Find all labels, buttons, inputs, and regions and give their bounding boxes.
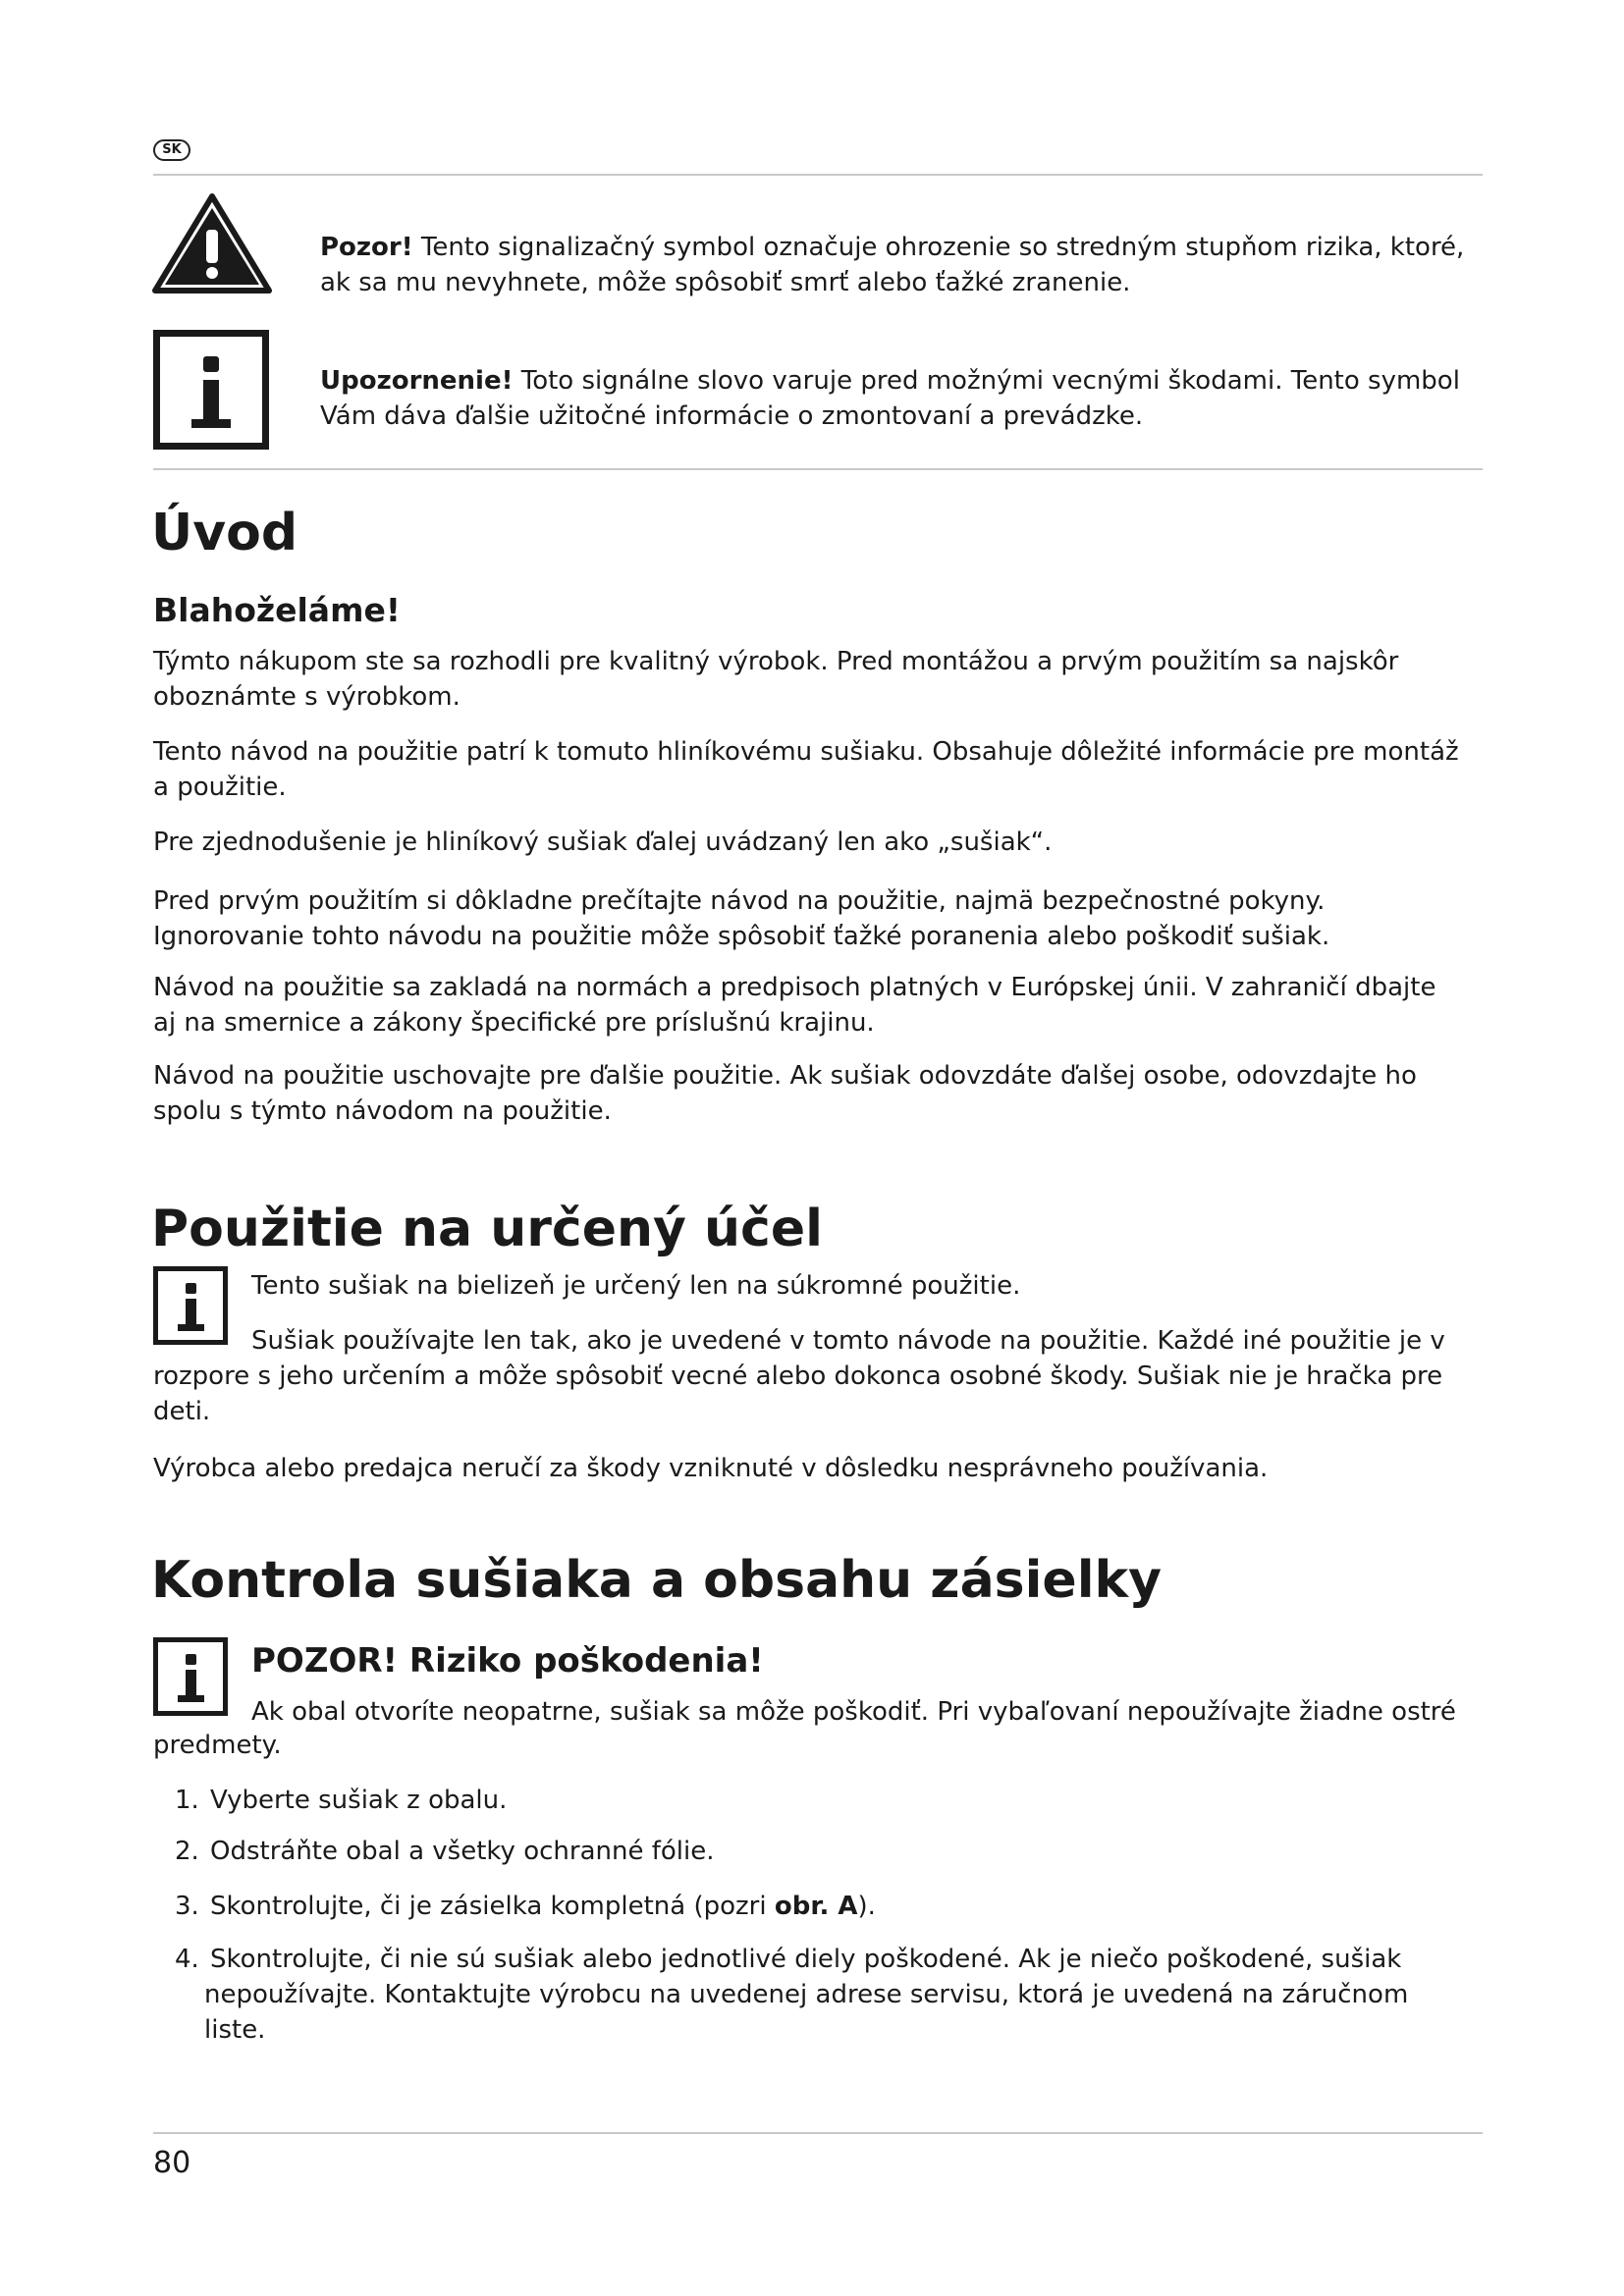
step-text: Odstráňte obal a všetky ochranné fólie.: [210, 1837, 715, 1866]
info-text-line2: Vám dáva ďalšie užitočné informácie o zmontovaní a prevádzke.: [320, 401, 1144, 431]
intro-subtitle: Blahoželáme!: [153, 591, 401, 629]
step-text: ).: [857, 1892, 876, 1921]
intro-paragraph-4: [153, 883, 1469, 954]
text-line: Pre zjednodušenie je hliníkový sušiak ďalej uvádzaný len ako „sušiak“.: [153, 828, 1053, 857]
info-label: Upozornenie!: [320, 366, 514, 396]
intro-paragraph-1: [153, 644, 1469, 715]
caution-text-line1: Ak obal otvoríte neopatrne, sušiak sa môže poškodiť. Pri vybaľovaní nepoužívajte žiadne ostré: [251, 1697, 1456, 1727]
step-number: 1.: [175, 1786, 199, 1815]
usage-lead: Tento sušiak na bielizeň je určený len na súkromné použitie.: [251, 1271, 1021, 1301]
intro-paragraph-6: [153, 1058, 1469, 1129]
intro-paragraph-2: [153, 734, 1469, 805]
top-divider: [153, 174, 1483, 176]
text-line: Návod na použitie uschovajte pre ďalšie použitie. Ak sušiak odovzdáte ďalšej osobe, odovzdajte ho: [153, 1061, 1417, 1091]
usage-title: Použitie na určený účel: [151, 1200, 823, 1258]
step-number: 3.: [175, 1892, 199, 1921]
info-icon: [153, 1637, 228, 1716]
text-line: Ignorovanie tohto návodu na použitie môže spôsobiť ťažké poranenia alebo poškodiť sušiak.: [153, 922, 1330, 951]
caution-text-line2: predmety.: [153, 1731, 282, 1760]
text-line: spolu s týmto návodom na použitie.: [153, 1096, 612, 1126]
list-item: [175, 1889, 1451, 1924]
list-item: [175, 1783, 1451, 1818]
info-icon: [153, 330, 269, 450]
step-text: Vyberte sušiak z obalu.: [210, 1786, 508, 1815]
step-number: 4.: [175, 1945, 199, 1974]
intro-paragraph-3: [153, 825, 1469, 860]
text-line: Týmto nákupom ste sa rozhodli pre kvalitný výrobok. Pred montážou a prvým použitím sa najskôr: [153, 647, 1399, 676]
usage-body-line1: Sušiak používajte len tak, ako je uvedené v tomto návode na použitie. Každé iné použitie je v: [251, 1326, 1445, 1356]
text-line: Návod na použitie sa zakladá na normách a predpisoch platných v Európskej únii. V zahraničí dbajte: [153, 973, 1436, 1002]
figure-reference: obr. A: [774, 1892, 858, 1921]
text-line: Tento návod na použitie patrí k tomuto hliníkovému sušiaku. Obsahuje dôležité informácie pre montáž: [153, 737, 1459, 767]
text-line: oboznámte s výrobkom.: [153, 682, 460, 712]
warning-text-line1: Tento signalizačný symbol označuje ohrozenie so stredným stupňom rizika, ktoré,: [420, 233, 1465, 262]
step-text: nepoužívajte. Kontaktujte výrobcu na uvedenej adrese servisu, ktorá je uvedená na záručnom: [204, 1980, 1409, 2009]
page-number: 80: [153, 2146, 191, 2180]
info-text-line1: Toto signálne slovo varuje pred možnými vecnými škodami. Tento symbol: [520, 366, 1460, 396]
info-icon: [153, 1266, 228, 1345]
step-text: Skontrolujte, či nie sú sušiak alebo jednotlivé diely poškodené. Ak je niečo poškodené, sušiak: [210, 1945, 1402, 1974]
usage-body-line2: rozpore s jeho určením a môže spôsobiť vecné alebo dokonca osobné škody. Sušiak nie je hračka pre: [153, 1362, 1443, 1391]
footer-divider: [153, 2132, 1483, 2134]
warning-triangle-icon: [151, 192, 273, 294]
list-item: [175, 1834, 1451, 1869]
step-number: 2.: [175, 1837, 199, 1866]
usage-body-line3: deti.: [153, 1397, 211, 1426]
language-badge: SK: [153, 139, 190, 161]
step-text: liste.: [204, 2015, 266, 2045]
caution-heading: POZOR! Riziko poškodenia!: [251, 1641, 764, 1681]
text-line: Pred prvým použitím si dôkladne prečítajte návod na použitie, najmä bezpečnostné pokyny.: [153, 886, 1326, 916]
warning-text-line2: ak sa mu nevyhnete, môže spôsobiť smrť alebo ťažké zranenie.: [320, 268, 1131, 297]
step-text: Skontrolujte, či je zásielka kompletná (pozri: [210, 1892, 775, 1921]
intro-paragraph-5: [153, 970, 1469, 1041]
warning-notice: [320, 230, 1464, 300]
warning-label: Pozor!: [320, 233, 413, 262]
list-item: [175, 1942, 1451, 2048]
usage-paragraph-2: Výrobca alebo predajca neručí za škody vzniknuté v dôsledku nesprávneho používania.: [153, 1454, 1269, 1483]
control-title: Kontrola sušiaka a obsahu zásielky: [151, 1551, 1163, 1610]
info-notice: [320, 363, 1460, 434]
intro-title: Úvod: [151, 504, 298, 562]
text-line: a použitie.: [153, 773, 287, 802]
notice-divider: [153, 468, 1483, 470]
text-line: aj na smernice a zákony špecifické pre príslušnú krajinu.: [153, 1008, 875, 1038]
